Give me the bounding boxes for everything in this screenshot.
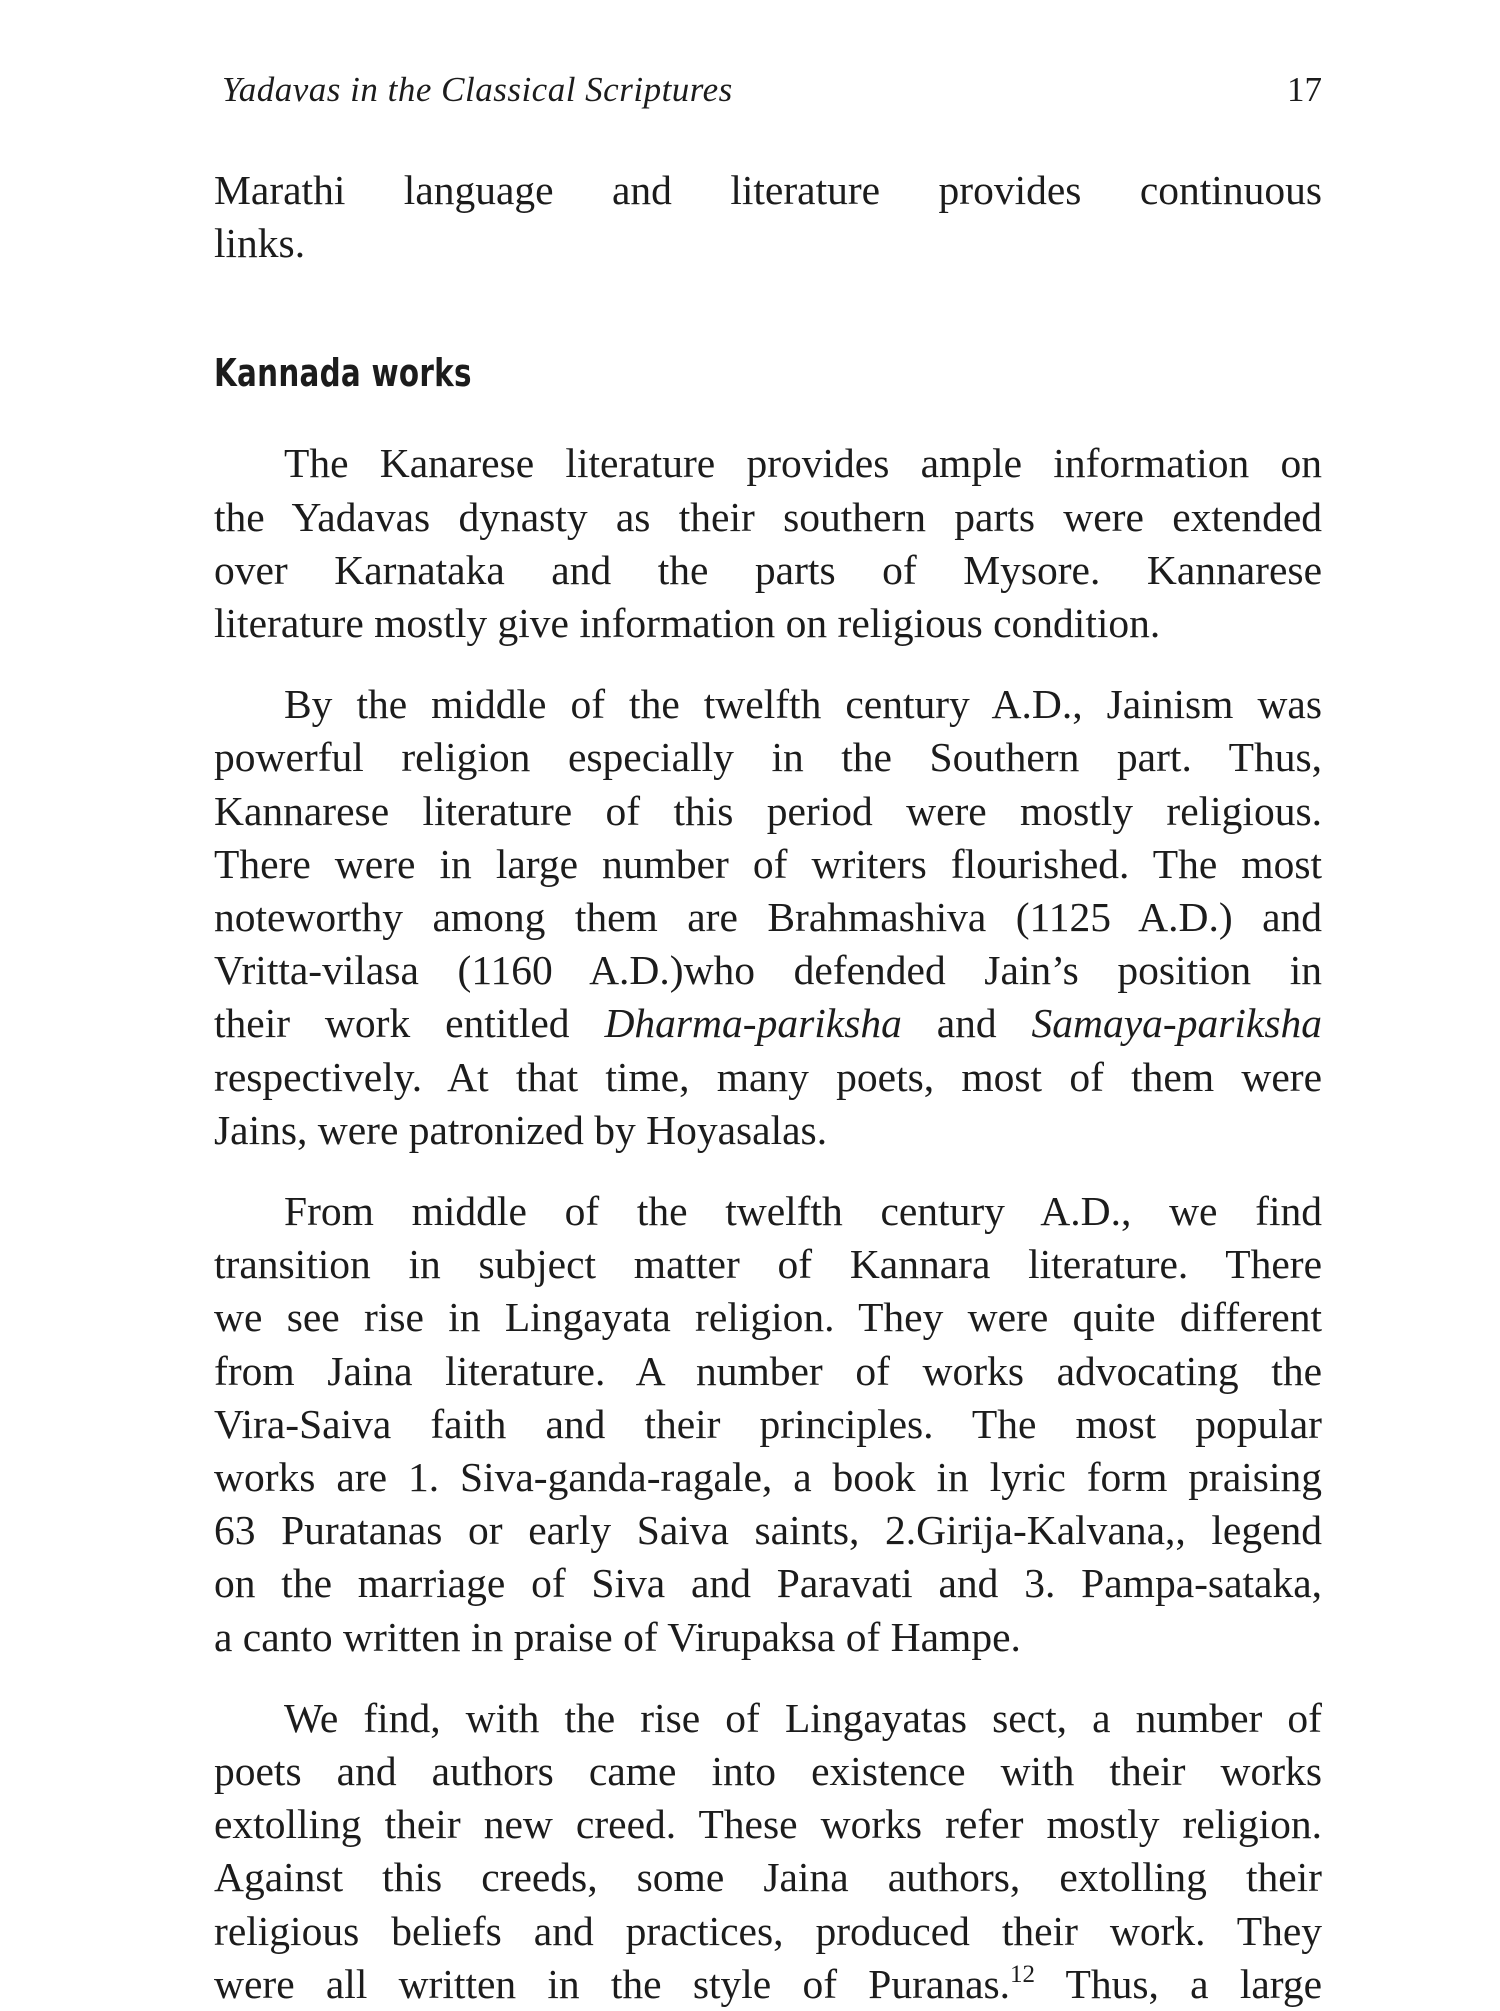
running-title: Yadavas in the Classical Scriptures xyxy=(222,70,733,109)
running-header xyxy=(214,60,1322,120)
text-line: Against this creeds, some Jaina authors, extolling their xyxy=(214,1854,1322,1901)
paragraph-lingayatas-sect xyxy=(214,1692,1322,2011)
section-heading: Kannada works xyxy=(214,351,472,396)
work-title-dharma-pariksha: Dharma-pariksha xyxy=(604,1000,902,1047)
text-fragment: Thus, a large xyxy=(1035,1960,1323,2007)
text-line: Jains, were patronized by Hoyasalas. xyxy=(214,1106,828,1153)
text-line: By the middle of the twelfth century A.D., Jainism was xyxy=(284,681,1322,728)
paragraph-kanarese-literature xyxy=(214,437,1322,650)
text-line: The Kanarese literature provides ample information on xyxy=(284,440,1322,487)
text-line: poets and authors came into existence with their works xyxy=(214,1748,1322,1795)
text-line: 63 Puratanas or early Saiva saints, 2.Girija-Kalvana,, legend xyxy=(214,1507,1322,1554)
text-line: We find, with the rise of Lingayatas sect, a number of xyxy=(284,1694,1322,1741)
text-fragment: and xyxy=(901,1000,1032,1047)
page-number: 17 xyxy=(1287,70,1322,109)
text-line: Vritta-vilasa (1160 A.D.)who defended Jain’s position in xyxy=(214,947,1322,994)
footnote-marker: 12 xyxy=(1010,1960,1036,1988)
paragraph-jainism xyxy=(214,678,1322,1157)
text-line xyxy=(214,997,1322,1050)
text-line: From middle of the twelfth century A.D., we find xyxy=(284,1188,1322,1235)
text-line xyxy=(214,1958,1322,2011)
paragraph-lingayata xyxy=(214,1185,1322,1664)
text-line: powerful religion especially in the Southern part. Thus, xyxy=(214,734,1322,781)
work-title-samaya-pariksha: Samaya-pariksha xyxy=(1031,1000,1322,1047)
text-line: extolling their new creed. These works refer mostly religion. xyxy=(214,1801,1322,1848)
text-line: over Karnataka and the parts of Mysore. Kannarese xyxy=(214,546,1322,593)
text-fragment: their work entitled xyxy=(214,1000,605,1047)
text-line: Kannarese literature of this period were mostly religious. xyxy=(214,787,1322,834)
text-line: from Jaina literature. A number of works advocating the xyxy=(214,1347,1322,1394)
text-line: There were in large number of writers flourished. The most xyxy=(214,840,1322,887)
text-line: transition in subject matter of Kannara literature. There xyxy=(214,1241,1322,1288)
text-line: works are 1. Siva-ganda-ragale, a book in lyric form praising xyxy=(214,1454,1322,1501)
text-line: links. xyxy=(214,220,306,267)
book-page xyxy=(214,60,1322,2011)
text-line: religious beliefs and practices, produced their work. They xyxy=(214,1907,1322,1954)
text-line: Vira-Saiva faith and their principles. The most popular xyxy=(214,1400,1322,1447)
text-line: on the marriage of Siva and Paravati and 3. Pampa-sataka, xyxy=(214,1560,1322,1607)
text-line: the Yadavas dynasty as their southern parts were extended xyxy=(214,493,1322,540)
continued-paragraph xyxy=(214,164,1322,270)
text-line: we see rise in Lingayata religion. They were quite different xyxy=(214,1294,1322,1341)
text-line: a canto written in praise of Virupaksa of Hampe. xyxy=(214,1613,1021,1660)
text-line: respectively. At that time, many poets, most of them were xyxy=(214,1053,1322,1100)
text-fragment: were all written in the style of Puranas. xyxy=(214,1960,1011,2007)
text-line: Marathi language and literature provides continuous xyxy=(214,167,1322,213)
text-line: noteworthy among them are Brahmashiva (1125 A.D.) and xyxy=(214,894,1322,941)
text-line: literature mostly give information on religious condition. xyxy=(214,600,1161,647)
